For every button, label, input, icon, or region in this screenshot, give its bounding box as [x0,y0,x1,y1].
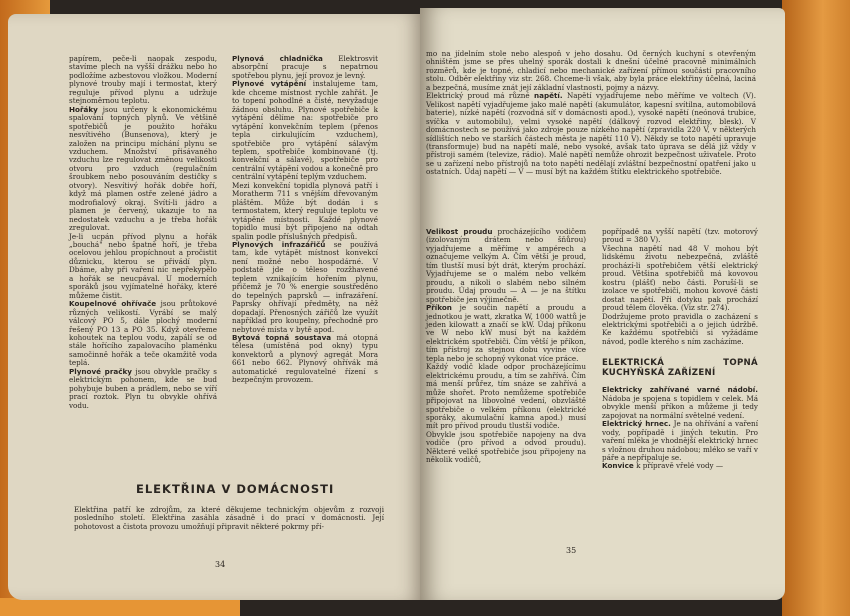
bold-term: Konvice [602,461,634,471]
bold-term: Příkon [426,303,452,313]
paragraph [232,55,378,80]
paragraph [232,334,378,385]
bold-term: Plynové vytápění [232,79,307,89]
paragraph: Obvykle jsou spotřebiče napojeny na dva vodiče (pro přívod a odvod proudu). Některé velké spotřebiče jsou připojeny na několik vodičů, [426,429,586,465]
paragraph: papírem, peče-li naopak zespodu, stavíme plech na vyšší drážku nebo ho podložíme azbestovou vložkou. Moderní plynové trouby mají i termostat, který reguluje přívod plynu a udržuje stejnoměrnou teplotu. [69,54,217,106]
right-page [420,8,785,600]
bold-term: Plynových infrazářičů [232,239,326,249]
left-column-2 [232,55,378,385]
paragraph: Je-li ucpán přívod plynu a hořák „bouchá" nebo špatně hoří, je třeba ocelovou jehlou propíchnout a pročistit důznicku, kterou se přivádí plyn. Dbáme, aby při vaření nic nepřekypělo a hořák se neucpával. U moderních sporáků jsou vyjímatelné hořáky, které můžeme čistit. [69,231,217,300]
paragraph-body: Napětí vyjadřujeme nebo měříme ve voltech (V). Velikost napětí vyjadřujeme jako malé napětí (akumulátor, kapesní svítilna, automobilová baterie), nízké napětí (rozvodná síť v domácnosti apod.), vysoké napětí (neónová trubice, svíčka v automobilu), velmi vysoké napětí (dálkový rozvod elektřiny, blesk). V domácnostech se používá jako zdroje pouze nízkého napětí (zpravidla 220 V, v některých sídlištích nebo ve starších částech města je napětí 110 V). Někdy se toto napětí upravuje (transformuje) bud na napětí malé, nebo vysoké, avšak tato úprava se dělá již vždy v přístroji samém (televize, rádio). Malé napětí nemůže ohrozit bezpečnost uživatele. Proto se u zařízení nebo přístrojů na toto napětí nedělají zvláštní bezpečnostní opatření jako u ostatních. Údaj napětí — V — musí být na každém štítku elektrického spotřebiče. [426,91,756,177]
bold-term: Elektrický hrnec. [602,419,671,429]
paragraph-body: se používá tam, kde vytápět místnost konvekcí není možné nebo hospodárné. V podstatě jde o těleso rozžhavené teplem vznikajícím hořením plynu, přičemž je 70 % energie soustředěno do tepelných paprsků — infrazáření. Paprsky ohřívají předměty, na něž dopadají. Přenosných zářičů lze využít například pro koupelny, přechodně pro nebytové místa v bytě apod. [232,239,378,334]
paragraph-body: Elektrosvit absorpční pracuje s nepatrnou spotřebou plynu, její provoz je levný. [232,54,378,80]
paragraph-body: Nádoba je spojena s topidlem v celek. Má obvykle menší příkon a můžeme ji tedy zapojovat na normální světelné vedení. [602,393,758,420]
left-page [8,14,422,600]
paragraph-body: jsou obvykle pračky s elektrickým pohonem, kde se bud pohybuje buben a prádlem, nebo se víří prací roztok. Plyn tu obvykle ohřívá vodu. [69,366,217,410]
paragraph-body: má otopná tělesa (umístěná pod okny) typu konvektorů a plynový agregát Mora 661 nebo 662. Plynový ohřívák má automatické regulovatelné řízení s bezpečným provozem. [232,332,379,385]
paragraph-body: Je na ohřívání a vaření vody, popřípadě i jiných tekutin. Pro vaření mléka je vhodnější elektrický hrnec s vložnou druhou nádobou; mléko se vaří v páře a nepřipaluje se. [602,419,758,462]
paragraph [602,462,758,470]
paragraph-body: je součin napětí a proudu a jednotkou je watt, zkratka W, 1000 wattů je jeden kilowatt a značí se kW. Údaj příkonu ve W nebo kW musí být na každém elektrickém spotřebiči. Čím větší je příkon, tím přístroj za stejnou dobu vyvine více tepla nebo je schopný vykonat více práce. [426,303,586,363]
book-edge-right [782,0,850,616]
bold-term: Plynové pračky [69,366,132,376]
bold-term: Velikost proudu [426,227,493,236]
left-bottom-paragraph: Elektřina patří ke zdrojům, za které děkujeme technickým objevům z rozvoji posledního století. Elektřina zasáhla zásadně i do prací v domácnosti. Její pohotovost a čistota provozu umožňují připravit některé pokrmy pří- [74,505,384,531]
paragraph [602,420,758,462]
book-edge-bottom [0,598,240,616]
paragraph [69,106,217,233]
chapter-title: ELEKTŘINA V DOMÁCNOSTI [136,482,335,496]
paragraph-body: instalujeme tam, kde chceme místnost rychle zahřát. Je to topení pohodlné a čisté, nevyžaduje žádnou obsluhu. Plynové spotřebiče k vytápění dělíme na: spotřebiče pro vytápění konvekčním teplem (přenos tepla cirkulujícím vzduchem), spotřebiče pro vytápění sálavým teplem, spotřebiče kombinované (tj. konvekční a sálavé), spotřebiče pro centrální vytápění vodou a konečně pro centrální vytápění teplým vzduchem. [232,79,378,182]
bold-term: Elektricky zahřívané varné nádobí. [602,385,758,395]
bold-term: Bytová topná soustava [232,332,332,342]
page-number-right: 35 [566,546,577,555]
right-column-2 [602,228,758,471]
bold-term: Plynová chladnička [232,54,323,63]
paragraph: Každý vodič klade odpor procházejícímu elektrickému proudu, a tím se zahřívá. Čím má menší průřez, tím snáze se zahřívá a může shořet. Proto nemůžeme spotřebiče připojovat na libovolné vedení, obzvláště spotřebiče o velkém příkonu (elektrické sporáky, akumulační kamna apod.) musí mít pro přívod proudu tlustší vodiče. [426,362,586,431]
paragraph [426,228,586,304]
page-number-left: 34 [215,560,226,569]
bold-term: Koupelnové ohřívače [69,299,157,309]
paragraph [426,304,586,363]
paragraph [602,386,758,420]
bold-term: napětí. [534,91,563,101]
paragraph [232,80,378,181]
paragraph-body: k přípravě vřelé vody — [633,461,724,471]
paragraph: Mezi konvekční topidla plynová patří i Moratherm 711 s vnějším dřevovaným pláštěm. Může být dodán i s termostatem, který reguluje teplotu ve vytápěné místnosti. Každé plynové topidlo musí být připojeno na odtah spalin podle příslušných předpisů. [232,180,378,241]
paragraph [69,368,217,410]
paragraph-body: procházejícího vodičem (izolovaným drátem nebo šňůrou) vyjadřujeme a měříme v ampérech a označujeme velkým A. Čím větší je proud, tím tlustší musí být drát, kterým prochází. Vyjadřujeme se o malém nebo velkém proudu, a nikoli o slabém nebo silném proudu. Údaj proudu — A — je na štítku spotřebiče jen výjimečně. [426,227,587,304]
bold-term: Hořáky [69,104,98,114]
paragraph: Dodržujeme proto pravidla o zacházení s elektrickými spotřebiči a o jejich údržbě. Ke každému spotřebiči si vyžádáme návod, podle kterého s ním zacházíme. [602,311,758,346]
paragraph: mo na jídelním stole nebo alespoň v jeho dosahu. Od černých kuchyní s otevřeným ohništěm jsme se přes uhelný sporák dostali k dnešní účelné pracovně minimálních rozměrů, kde je topné, chladicí nebo mechanické zařízení přímou součástí pracovního stolu. Odběr elektřiny viz str. 268. Chceme-li však, aby byla práce elektřiny účelná, laciná a bezpečná, musíme znát její základní vlastnosti, pojmy a názvy. [426,49,756,92]
paragraph-body: jsou určeny k ekonomickému spalování topných plynů. Ve většině spotřebičů je použito hořáku nesvítivého (Bunsenova), který je založen na principu míchání plynu se vzduchem. Množství přisávaného vzduchu lze regulovat změnou velikosti otvoru pro vzduch (regulačním šroubkem nebo posouváním destičky s otvory). Nesvítivý hořák dobře hoří, když má plamen ostře zelené jádro a modrofialový okraj. Svítí-li jádro a plamen je červený, ukazuje to na nedostatek vzduchu a je třeba hořák zregulovat. [69,104,217,233]
paragraph-lead: Elektrický proud má různé [426,91,534,101]
right-column-1 [426,228,586,465]
paragraph [69,300,217,368]
section-subheading: ELEKTRICKÁ TOPNÁ KUCHYŇSKÁ ZAŘÍZENÍ [602,358,758,379]
paragraph: popřípadě na vyšší napětí (tzv. motorový proud = 380 V). [602,227,758,245]
paragraph [426,92,756,177]
left-column-1 [69,55,217,410]
right-top-text [426,50,756,177]
paragraph [232,241,378,334]
paragraph-body: jsou průtokové různých velikostí. Vyrábí se malý válcový PO 5, dále plochý moderní řešený PO 13 a PO 35. Když otevřeme kohoutek na teplou vodu, zapálí se od stále hořícího zapalovacího plaménku samočinně hořák a teče okamžitě voda teplá. [69,299,217,368]
paragraph: Všechna napětí nad 48 V mohou být lidskému životu nebezpečná, zvláště prochází-li spotřebičem větší elektrický proud. Většina spotřebičů má kovovou kostru (plášť) nebo části. Poruší-li se izolace ve spotřebiči, mohou kovové části dostat napětí. Při dotyku pak prochází proud tělem člověka. (Viz str. 274). [602,243,758,313]
